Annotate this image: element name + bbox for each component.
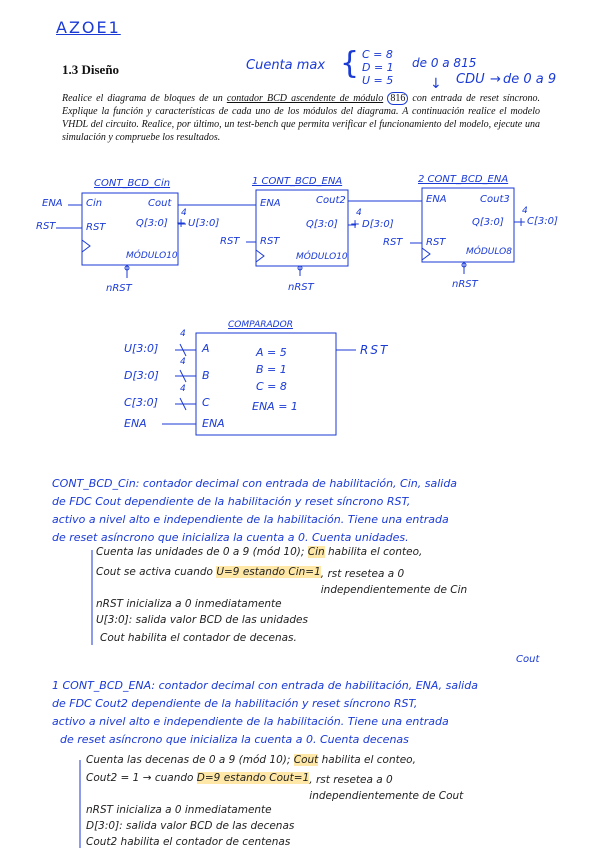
ext-ena-label: ENA (42, 198, 63, 209)
block2-ext-rst: RST (383, 237, 403, 248)
explain0-line1: CONT_BCD_Cin: contador decimal con entrada de habilitación, Cin, salida (52, 477, 458, 490)
explain0-b2a: Cout se activa cuando (96, 566, 213, 578)
block2-nrst: nRST (452, 279, 478, 290)
bus-width-2: 4 (522, 206, 528, 216)
comparator-out-rst: RST (360, 343, 390, 357)
explain1-b2a: Cout2 = 1 → cuando (86, 772, 194, 784)
bus-d-label: D[3:0] (362, 219, 394, 230)
bus-slash-icon: + (516, 215, 527, 229)
comparator-port-b: B (202, 369, 210, 382)
note-range2: CDU (456, 72, 485, 87)
explain0-bullet5: Cout habilita el contador de decenas. (100, 632, 297, 644)
explain1-b1a: Cuenta las decenas de 0 a 9 (mód 10); (86, 754, 291, 766)
explain0-bullet4: U[3:0]: salida valor BCD de las unidades (96, 614, 308, 626)
bus-slash-icon: + (176, 216, 187, 230)
explain0-b1a: Cuenta las unidades de 0 a 9 (mód 10); (96, 546, 305, 558)
explain1-line3: activo a nivel alto e independiente de la habilitación. Tiene una entrada (52, 715, 449, 728)
ext-rst-label: RST (36, 221, 56, 232)
explain0-b1c: habilita el conteo, (328, 546, 423, 558)
explain1-bullet3: nRST inicializa a 0 inmediatamente (86, 804, 272, 816)
explain1-bullet4: D[3:0]: salida valor BCD de las decenas (86, 820, 295, 832)
bus-width-1: 4 (356, 208, 362, 218)
statement-p3: 816 (387, 92, 408, 105)
note-u5: U = 5 (362, 74, 394, 87)
block0-in-ena: Cin (86, 198, 103, 209)
block0-rst: RST (86, 222, 106, 233)
note-d1: D = 1 (362, 61, 394, 74)
bus-width-0: 4 (181, 208, 187, 218)
comparator-in-u: U[3:0] (124, 342, 159, 355)
explain0-b2b: U=9 estando Cin=1 (216, 566, 321, 578)
block0-title: CONT_BCD_Cin (94, 178, 171, 189)
block0-out: Cout (148, 198, 172, 209)
block1-q: Q[3:0] (306, 219, 338, 230)
comparator-title: COMPARADOR (228, 320, 293, 330)
note-c8: C = 8 (362, 48, 393, 61)
comparator-eq-a: A = 5 (256, 346, 287, 359)
explain1-bullet2 (86, 772, 499, 804)
note-brace: { (340, 46, 360, 81)
header-code: AZOE1 (56, 18, 121, 37)
comparator-width-a: 4 (180, 329, 186, 339)
explain0-bullet1 (96, 546, 422, 558)
explain0-line2: de FDC Cout dependiente de la habilitación y reset síncrono RST, (52, 495, 411, 508)
block1-ext-rst: RST (220, 236, 240, 247)
block1-in-ena: ENA (260, 198, 281, 209)
bus-c-label: C[3:0] (527, 216, 558, 227)
arrow-icon: → (490, 72, 501, 87)
comparator-in-c: C[3:0] (124, 396, 158, 409)
comparator-port-c: C (202, 396, 210, 409)
comparator-eq-ena: ENA = 1 (252, 400, 298, 413)
block1-title: 1 CONT_BCD_ENA (252, 176, 343, 187)
explain1-b2b: D=9 estando Cout=1 (196, 772, 310, 784)
comparator-in-ena: ENA (124, 417, 147, 430)
explain1-cout-note: Cout (516, 654, 540, 665)
block2-title: 2 CONT_BCD_ENA (418, 174, 509, 185)
explain1-b1c: habilita el conteo, (321, 754, 416, 766)
explain1-b2c: , rst resetea a 0 independientemente de Cout (309, 774, 464, 802)
block1-rst: RST (260, 236, 280, 247)
note-range3: de 0 a 9 (503, 72, 557, 87)
explain0-b2c: , rst resetea a 0 independientemente de Cin (320, 568, 468, 596)
statement-p2: contador BCD ascendente de módulo (226, 93, 384, 104)
block2-q: Q[3:0] (472, 217, 504, 228)
bus-slash-icon: + (350, 217, 361, 231)
explain0-line4: de reset asíncrono que inicializa la cuenta a 0. Cuenta unidades. (52, 531, 409, 544)
comparator-port-ena: ENA (202, 417, 225, 430)
explain1-b1b: Cout (293, 754, 319, 766)
block0-nrst: nRST (106, 283, 132, 294)
bus-u-label: U[3:0] (188, 218, 220, 229)
explain0-line3: activo a nivel alto e independiente de la habilitación. Tiene una entrada (52, 513, 449, 526)
block1-mod: MÓDULO10 (296, 252, 348, 262)
explain1-bullet5: Cout2 habilita el contador de centenas (86, 836, 291, 848)
note-range1: de 0 a 815 (412, 56, 477, 70)
comparator-port-a: A (202, 342, 210, 355)
statement-p1: Realice el diagrama de bloques de un (62, 93, 223, 104)
comparator-eq-c: C = 8 (256, 380, 287, 393)
explain1-line2: de FDC Cout2 dependiente de la habilitación y reset síncrono RST, (52, 697, 418, 710)
down-arrow-icon: ↓ (430, 76, 442, 92)
comparator-width-c: 4 (180, 384, 186, 394)
explain0-bullet3: nRST inicializa a 0 inmediatamente (96, 598, 282, 610)
section-heading: 1.3 Diseño (62, 62, 120, 77)
explain0-bullet2 (96, 566, 491, 598)
explain1-line4: de reset asíncrono que inicializa la cuenta a 0. Cuenta decenas (60, 733, 409, 746)
block1-out: Cout2 (316, 195, 346, 206)
statement-p4: con entrada de reset síncrono. Explique la función y características de cada uno de los módulos del diagrama. A continuación realice el modelo VHDL del circuito. Realice, por último, un test-bench que permita verificar el funcionamiento del modelo, ejecute una simulación y compruebe los resultados. (62, 93, 541, 143)
block2-out: Cout3 (480, 194, 510, 205)
block2-rst: RST (426, 237, 446, 248)
comparator-in-d: D[3:0] (124, 369, 159, 382)
note-cuentamax: Cuenta max (246, 58, 326, 73)
block0-q: Q[3:0] (136, 218, 168, 229)
explain1-line1: 1 CONT_BCD_ENA: contador decimal con entrada de habilitación, ENA, salida (52, 679, 478, 692)
explain1-bullet1 (86, 754, 416, 766)
block1-nrst: nRST (288, 282, 314, 293)
explain0-b1b: Cin (307, 546, 325, 558)
comparator-eq-b: B = 1 (256, 363, 287, 376)
block2-mod: MÓDULO8 (466, 247, 512, 257)
block2-in-ena: ENA (426, 194, 447, 205)
comparator-width-b: 4 (180, 357, 186, 367)
block0-mod: MÓDULO10 (126, 251, 178, 261)
